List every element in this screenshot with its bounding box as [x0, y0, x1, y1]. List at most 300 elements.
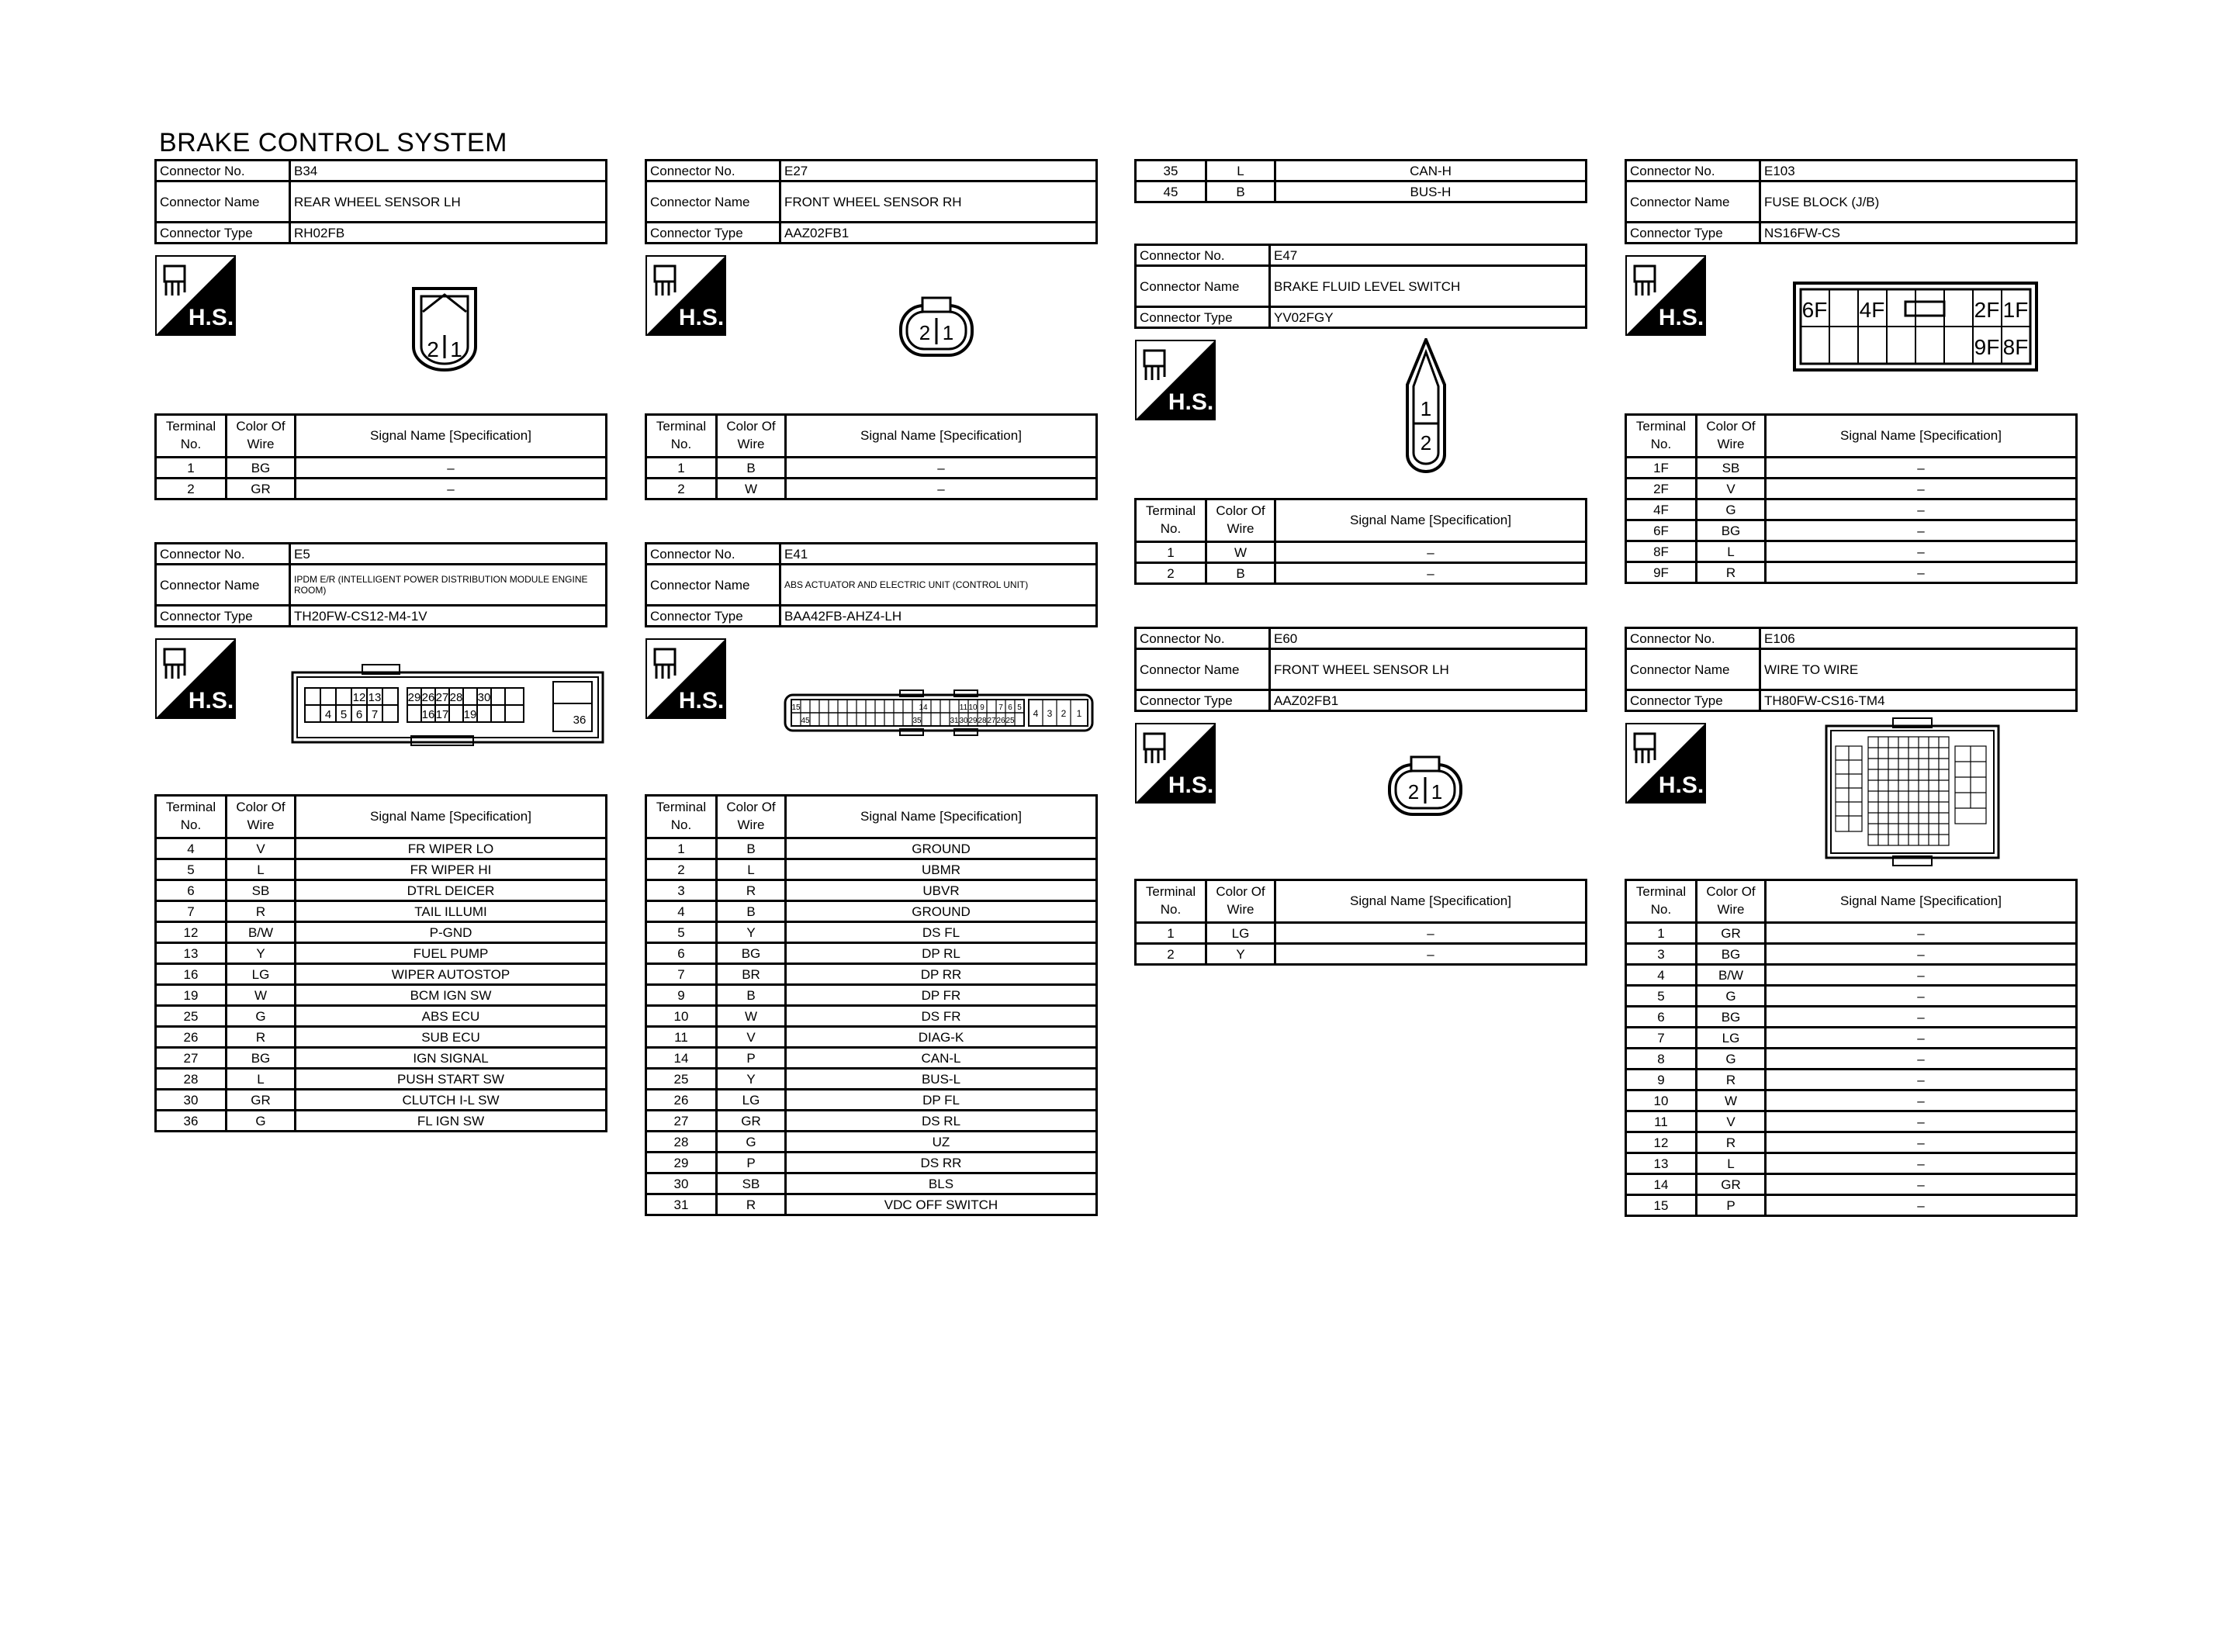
harness-side-icon: [645, 638, 726, 719]
terminal-no: 2: [156, 479, 227, 499]
signal-name: –: [1766, 923, 2077, 944]
table-row: [646, 943, 1097, 964]
connector-name-label: Connector Name: [156, 181, 290, 223]
connector-no-label: Connector No.: [156, 544, 290, 565]
header-color-of-wire: Color Of Wire: [717, 415, 786, 458]
connector-name-value: FRONT WHEEL SENSOR RH: [780, 181, 1097, 223]
wire-color: GR: [1697, 923, 1766, 944]
table-row: [1626, 520, 2077, 541]
wire-color: L: [1697, 1153, 1766, 1174]
wire-color: LG: [1206, 923, 1275, 944]
terminal-no: 9F: [1626, 562, 1697, 583]
table-row: [156, 1090, 607, 1111]
connector-info-table: [154, 542, 607, 627]
signal-name: UZ: [786, 1132, 1097, 1153]
wire-color: W: [717, 479, 786, 499]
connector-type-label: Connector Type: [156, 223, 290, 244]
pin: 14: [919, 703, 928, 712]
connector-info-table: [1134, 627, 1587, 712]
wire-color: B/W: [227, 922, 296, 943]
connector-no-label: Connector No.: [646, 161, 780, 181]
signal-name: SUB ECU: [296, 1027, 607, 1048]
wire-color: P: [717, 1048, 786, 1069]
signal-name: –: [1766, 1070, 2077, 1090]
wire-color: B/W: [1697, 965, 1766, 986]
header-signal-name: Signal Name [Specification]: [1766, 415, 2077, 458]
connector-name-value: IPDM E/R (INTELLIGENT POWER DISTRIBUTION MODULE ENGINE ROOM): [290, 565, 607, 606]
connector-no-value: E41: [780, 544, 1097, 565]
table-row: [1626, 965, 2077, 986]
signal-name: –: [1766, 944, 2077, 965]
pin: 9: [980, 703, 985, 712]
signal-name: FR WIPER LO: [296, 838, 607, 859]
header-terminal-no: Terminal No.: [1626, 880, 1697, 923]
terminal-no: 13: [1626, 1153, 1697, 1174]
connector-block-e5: [154, 542, 607, 627]
connector-block-e47: [1134, 244, 1587, 329]
table-row: [1136, 563, 1587, 584]
wire-color: W: [1697, 1090, 1766, 1111]
pin: 2: [1061, 708, 1067, 719]
connector-name-value: WIRE TO WIRE: [1760, 649, 2077, 690]
terminal-block-e106: [1625, 879, 2078, 1217]
harness-side-icon: [155, 255, 236, 336]
signal-name: –: [1275, 563, 1587, 584]
wire-color: R: [1697, 1132, 1766, 1153]
connector-type-label: Connector Type: [1626, 223, 1760, 244]
terminal-block-e27: [645, 413, 1098, 500]
table-row: [646, 985, 1097, 1006]
signal-name: –: [296, 479, 607, 499]
pin-1: 1: [942, 321, 954, 344]
table-row: [156, 479, 607, 499]
table-row: [646, 458, 1097, 479]
pin: 13: [368, 691, 382, 704]
signal-name: DS FL: [786, 922, 1097, 943]
signal-name: –: [1766, 1028, 2077, 1049]
connector-type-label: Connector Type: [646, 606, 780, 627]
pin-2: 2: [919, 321, 931, 344]
header-terminal-no: Terminal No.: [646, 415, 717, 458]
connector-name-value: BRAKE FLUID LEVEL SWITCH: [1270, 266, 1587, 307]
signal-name: DP FR: [786, 985, 1097, 1006]
pin: 28: [449, 691, 463, 704]
terminal-no: 1F: [1626, 458, 1697, 479]
pin: 4F: [1859, 298, 1885, 322]
connector-block-e60: [1134, 627, 1587, 712]
pin: 1F: [2002, 298, 2029, 322]
connector-name-label: Connector Name: [1626, 649, 1760, 690]
signal-name: –: [1766, 458, 2077, 479]
terminal-table: [1625, 879, 2078, 1217]
table-row: [1626, 541, 2077, 562]
connector-name-value: ABS ACTUATOR AND ELECTRIC UNIT (CONTROL UNIT): [780, 565, 1097, 606]
signal-name: BCM IGN SW: [296, 985, 607, 1006]
table-row: [156, 901, 607, 922]
connector-type-label: Connector Type: [646, 223, 780, 244]
connector-type-value: TH20FW-CS12-M4-1V: [290, 606, 607, 627]
connector-block-e27: [645, 159, 1098, 244]
header-terminal-no: Terminal No.: [646, 796, 717, 838]
e41-continued-block: [1134, 159, 1587, 203]
connector-type-label: Connector Type: [1626, 690, 1760, 711]
connector-name-label: Connector Name: [1136, 266, 1270, 307]
header-color-of-wire: Color Of Wire: [1206, 499, 1275, 542]
wire-color: B: [717, 838, 786, 859]
table-row: [156, 1111, 607, 1132]
terminal-block-e41: [645, 794, 1098, 1216]
connector-type-value: RH02FB: [290, 223, 607, 244]
connector-no-label: Connector No.: [1136, 628, 1270, 649]
wire-color: LG: [1697, 1028, 1766, 1049]
terminal-no: 16: [156, 964, 227, 985]
wire-color: G: [227, 1006, 296, 1027]
signal-name: –: [786, 458, 1097, 479]
connector-info-table: [645, 159, 1098, 244]
connector-name-value: REAR WHEEL SENSOR LH: [290, 181, 607, 223]
terminal-no: 14: [646, 1048, 717, 1069]
table-row: [1626, 1007, 2077, 1028]
table-row: [1626, 1132, 2077, 1153]
terminal-no: 1: [646, 458, 717, 479]
pin: 6F: [1801, 298, 1828, 322]
connector-type-label: Connector Type: [156, 606, 290, 627]
terminal-no: 12: [156, 922, 227, 943]
wire-color: G: [1697, 1049, 1766, 1070]
terminal-no: 1: [156, 458, 227, 479]
table-row: [646, 1111, 1097, 1132]
hs-label: H.S.: [1658, 305, 1704, 330]
table-row: [646, 901, 1097, 922]
hs-label: H.S.: [678, 688, 725, 714]
wire-color: SB: [1697, 458, 1766, 479]
header-color-of-wire: Color Of Wire: [227, 415, 296, 458]
terminal-no: 2: [646, 479, 717, 499]
signal-name: PUSH START SW: [296, 1069, 607, 1090]
terminal-block-b34: [154, 413, 607, 500]
signal-name: –: [786, 479, 1097, 499]
header-signal-name: Signal Name [Specification]: [1275, 880, 1587, 923]
pin: 4: [324, 708, 332, 721]
table-row: [1136, 944, 1587, 965]
terminal-no: 45: [1136, 181, 1206, 202]
pin: 9F: [1974, 335, 2000, 359]
wire-color: SB: [227, 880, 296, 901]
table-row: [156, 859, 607, 880]
connector-face-e41: [784, 689, 1094, 741]
page-title: BRAKE CONTROL SYSTEM: [159, 128, 507, 157]
terminal-no: 26: [156, 1027, 227, 1048]
pin: 30: [477, 691, 491, 704]
terminal-block-e5: [154, 794, 607, 1132]
table-row: [646, 1006, 1097, 1027]
pin: 25: [1005, 717, 1015, 725]
table-row: [1626, 923, 2077, 944]
hs-label: H.S.: [188, 305, 234, 330]
wire-color: GR: [227, 479, 296, 499]
signal-name: GROUND: [786, 901, 1097, 922]
terminal-no: 10: [646, 1006, 717, 1027]
table-row: [1626, 1195, 2077, 1216]
table-row: [646, 1069, 1097, 1090]
wire-color: V: [1697, 479, 1766, 499]
signal-name: DP FL: [786, 1090, 1097, 1111]
harness-side-icon: [1625, 255, 1706, 336]
wire-color: BG: [1697, 1007, 1766, 1028]
header-color-of-wire: Color Of Wire: [1206, 880, 1275, 923]
terminal-no: 2: [1136, 944, 1206, 965]
hs-label: H.S.: [188, 688, 234, 714]
connector-type-value: YV02FGY: [1270, 307, 1587, 328]
table-row: [646, 880, 1097, 901]
terminal-no: 9: [1626, 1070, 1697, 1090]
signal-name: ABS ECU: [296, 1006, 607, 1027]
signal-name: DS RR: [786, 1153, 1097, 1173]
connector-name-label: Connector Name: [1626, 181, 1760, 223]
pin: 5: [1017, 703, 1022, 712]
signal-name: GROUND: [786, 838, 1097, 859]
signal-name: DS RL: [786, 1111, 1097, 1132]
table-row: [1626, 562, 2077, 583]
pin: 2F: [1974, 298, 2000, 322]
pin: 26: [996, 717, 1005, 725]
wire-color: P: [717, 1153, 786, 1173]
wire-color: R: [717, 880, 786, 901]
connector-name-label: Connector Name: [646, 565, 780, 606]
signal-name: –: [1766, 1090, 2077, 1111]
wire-color: G: [1697, 986, 1766, 1007]
terminal-no: 36: [156, 1111, 227, 1132]
connector-name-label: Connector Name: [1136, 649, 1270, 690]
signal-name: DTRL DEICER: [296, 880, 607, 901]
terminal-no: 6: [1626, 1007, 1697, 1028]
terminal-no: 35: [1136, 161, 1206, 181]
signal-name: –: [1766, 479, 2077, 499]
header-signal-name: Signal Name [Specification]: [1766, 880, 2077, 923]
pin: 29: [407, 691, 421, 704]
header-signal-name: Signal Name [Specification]: [1275, 499, 1587, 542]
connector-type-label: Connector Type: [1136, 307, 1270, 328]
signal-name: –: [1766, 1174, 2077, 1195]
connector-name-value: FUSE BLOCK (J/B): [1760, 181, 2077, 223]
signal-name: –: [1766, 541, 2077, 562]
table-row: [646, 1194, 1097, 1215]
terminal-no: 7: [646, 964, 717, 985]
wire-color: B: [717, 458, 786, 479]
terminal-no: 12: [1626, 1132, 1697, 1153]
table-row: [156, 964, 607, 985]
header-terminal-no: Terminal No.: [1626, 415, 1697, 458]
table-row: [156, 922, 607, 943]
connector-type-value: BAA42FB-AHZ4-LH: [780, 606, 1097, 627]
terminal-no: 2: [646, 859, 717, 880]
signal-name: –: [1275, 542, 1587, 563]
table-row: [156, 458, 607, 479]
wire-color: SB: [717, 1173, 786, 1194]
terminal-block-e103: [1625, 413, 2078, 584]
terminal-no: 3: [646, 880, 717, 901]
connector-no-value: B34: [290, 161, 607, 181]
connector-face-e60: [1386, 752, 1464, 826]
table-row: [646, 1153, 1097, 1173]
wire-color: L: [1697, 541, 1766, 562]
wire-color: BG: [1697, 944, 1766, 965]
terminal-no: 4: [646, 901, 717, 922]
signal-name: –: [1766, 520, 2077, 541]
table-row: [1626, 1090, 2077, 1111]
terminal-block-e47: [1134, 498, 1587, 585]
signal-name: UBVR: [786, 880, 1097, 901]
table-row: [646, 964, 1097, 985]
terminal-no: 4F: [1626, 499, 1697, 520]
header-color-of-wire: Color Of Wire: [1697, 415, 1766, 458]
pin: 6: [1008, 703, 1012, 712]
terminal-no: 5: [1626, 986, 1697, 1007]
table-row: [1626, 944, 2077, 965]
signal-name: CLUTCH I-L SW: [296, 1090, 607, 1111]
terminal-no: 5: [646, 922, 717, 943]
wire-color: B: [717, 985, 786, 1006]
harness-side-icon: [1625, 723, 1706, 804]
pin: 26: [421, 691, 435, 704]
wire-color: B: [1206, 563, 1275, 584]
terminal-no: 1: [646, 838, 717, 859]
connector-type-value: NS16FW-CS: [1760, 223, 2077, 244]
signal-name: DIAG-K: [786, 1027, 1097, 1048]
terminal-table: [645, 794, 1098, 1216]
terminal-no: 25: [646, 1069, 717, 1090]
signal-name: –: [1766, 499, 2077, 520]
wire-color: Y: [227, 943, 296, 964]
terminal-no: 10: [1626, 1090, 1697, 1111]
signal-name: –: [1275, 923, 1587, 944]
wire-color: V: [1697, 1111, 1766, 1132]
wire-color: Y: [717, 922, 786, 943]
signal-name: FL IGN SW: [296, 1111, 607, 1132]
terminal-no: 6F: [1626, 520, 1697, 541]
connector-face-e47: [1403, 338, 1449, 482]
pin: 5: [340, 708, 348, 721]
pin: 6: [355, 708, 363, 721]
wire-color: B: [1206, 181, 1275, 202]
terminal-no: 1: [1136, 542, 1206, 563]
wire-color: R: [717, 1194, 786, 1215]
wire-color: W: [227, 985, 296, 1006]
pin-1: 1: [1420, 397, 1432, 420]
hs-label: H.S.: [1658, 772, 1704, 798]
signal-name: –: [1766, 1007, 2077, 1028]
signal-name: VDC OFF SWITCH: [786, 1194, 1097, 1215]
terminal-table: [154, 794, 607, 1132]
signal-name: IGN SIGNAL: [296, 1048, 607, 1069]
pin: 30: [959, 717, 968, 725]
signal-name: –: [1766, 1153, 2077, 1174]
pin: 28: [978, 717, 987, 725]
header-color-of-wire: Color Of Wire: [717, 796, 786, 838]
table-row: [1626, 458, 2077, 479]
pin: 8F: [2002, 335, 2029, 359]
connector-no-label: Connector No.: [1626, 628, 1760, 649]
pin: 27: [435, 691, 449, 704]
terminal-no: 4: [156, 838, 227, 859]
table-row: [1626, 1153, 2077, 1174]
connector-no-value: E47: [1270, 245, 1587, 266]
connector-block-e106: [1625, 627, 2078, 712]
wire-color: GR: [1697, 1174, 1766, 1195]
table-row: [1626, 1070, 2077, 1090]
header-terminal-no: Terminal No.: [1136, 880, 1206, 923]
header-signal-name: Signal Name [Specification]: [296, 415, 607, 458]
header-signal-name: Signal Name [Specification]: [296, 796, 607, 838]
pin: 11: [959, 703, 968, 712]
signal-name: CAN-H: [1275, 161, 1587, 181]
table-row: [646, 922, 1097, 943]
pin: 31: [950, 717, 959, 725]
table-row: [1626, 1111, 2077, 1132]
table-row: [646, 859, 1097, 880]
pin-2: 2: [1420, 431, 1432, 454]
terminal-no: 31: [646, 1194, 717, 1215]
pin-2: 2: [1407, 780, 1420, 804]
connector-no-value: E27: [780, 161, 1097, 181]
signal-name: BLS: [786, 1173, 1097, 1194]
connector-no-label: Connector No.: [156, 161, 290, 181]
terminal-no: 15: [1626, 1195, 1697, 1216]
wire-color: P: [1697, 1195, 1766, 1216]
terminal-no: 26: [646, 1090, 717, 1111]
table-row: [156, 1027, 607, 1048]
signal-name: –: [1766, 986, 2077, 1007]
harness-side-icon: [155, 638, 236, 719]
pin-1: 1: [450, 337, 462, 361]
signal-name: –: [1766, 1195, 2077, 1216]
wire-color: R: [1697, 1070, 1766, 1090]
pin: 36: [573, 714, 587, 727]
header-signal-name: Signal Name [Specification]: [786, 796, 1097, 838]
pin: 27: [987, 717, 996, 725]
pin: 4: [1033, 708, 1039, 719]
harness-side-icon: [1135, 340, 1216, 420]
wire-color: GR: [717, 1111, 786, 1132]
terminal-no: 14: [1626, 1174, 1697, 1195]
terminal-no: 1: [1626, 923, 1697, 944]
pin: 7: [998, 703, 1003, 712]
connector-no-label: Connector No.: [1136, 245, 1270, 266]
terminal-no: 7: [1626, 1028, 1697, 1049]
wire-color: V: [717, 1027, 786, 1048]
connector-no-value: E5: [290, 544, 607, 565]
wire-color: LG: [717, 1090, 786, 1111]
table-row: [646, 1027, 1097, 1048]
signal-name: –: [1766, 562, 2077, 583]
table-row: [156, 838, 607, 859]
table-row: [1626, 1028, 2077, 1049]
header-terminal-no: Terminal No.: [156, 415, 227, 458]
header-signal-name: Signal Name [Specification]: [786, 415, 1097, 458]
terminal-no: 4: [1626, 965, 1697, 986]
signal-name: –: [1766, 1132, 2077, 1153]
terminal-no: 27: [646, 1111, 717, 1132]
wire-color: LG: [227, 964, 296, 985]
pin: 1: [1076, 708, 1082, 719]
wire-color: R: [227, 1027, 296, 1048]
table-row: [156, 1048, 607, 1069]
header-color-of-wire: Color Of Wire: [227, 796, 296, 838]
pin-1: 1: [1431, 780, 1443, 804]
table-row: [1136, 161, 1587, 181]
wire-color: BG: [1697, 520, 1766, 541]
wire-color: B: [717, 901, 786, 922]
